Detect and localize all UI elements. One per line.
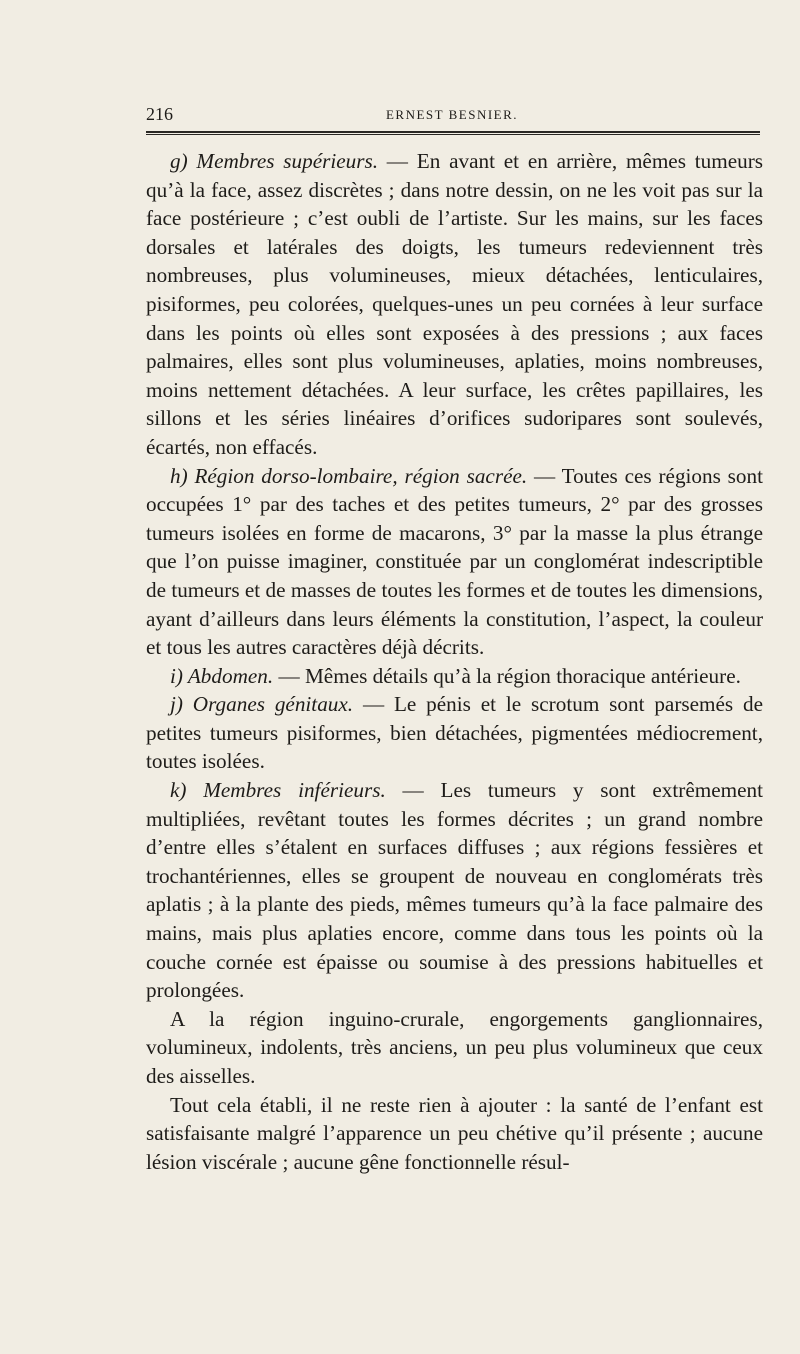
paragraph-text: A la région inguino-crurale, engorgements ganglionnaires, volumineux, indolents, très anciens, un peu plus volumineux que ceux des aisselles.	[146, 1006, 763, 1088]
body-text	[146, 147, 763, 1176]
paragraph-inguino-crurale	[146, 1005, 763, 1091]
section-lead: i) Abdomen.	[170, 663, 274, 688]
paragraph-region-dorso-lombaire	[146, 462, 763, 662]
section-lead: h) Région dorso-lombaire, région sacrée.	[170, 463, 528, 488]
paragraph-text: — Le pénis et le scrotum sont parsemés de petites tumeurs pisiformes, bien détachées, pigmentées médiocrement, toutes isolées.	[146, 692, 763, 774]
paragraph-text: — Toutes ces régions sont occupées 1° par des taches et des petites tumeurs, 2° par des grosses tumeurs isolées en forme de macarons, 3° par la masse la plus étrange que l’on puisse imaginer, constituée par un conglomérat indescriptible de tumeurs et de masses de toutes les formes et de toutes les dimensions, ayant d’ailleurs dans leurs éléments la constitution, l’aspect, la couleur et tous les autres caractères déjà décrits.	[146, 463, 763, 660]
paragraph-text: — En avant et en arrière, mêmes tumeurs qu’à la face, assez discrètes ; dans notre dessin, on ne les voit pas sur la face postérieure ; c’est oubli de l’artiste. Sur les mains, sur les faces dorsales et latérales des doigts, les tumeurs redeviennent très nombreuses, plus volumineuses, mieux détachées, lenticulaires, pisiformes, peu colorées, quelques-unes un peu cornées à leur surface dans les points où elles sont exposées à des pressions ; aux faces palmaires, elles sont plus volumineuses, aplaties, moins nombreuses, moins nettement détachées. A leur surface, les crêtes papillaires, les sillons et les séries linéaires d’orifices sudoripares sont soulevés, écartés, non effacés.	[146, 149, 763, 459]
paragraph-text: — Mêmes détails qu’à la région thoracique antérieure.	[273, 663, 741, 688]
header-rule	[146, 131, 760, 133]
header-rule-thin	[146, 134, 760, 135]
section-lead: j) Organes génitaux.	[170, 692, 354, 717]
section-lead: k) Membres inférieurs.	[170, 778, 386, 803]
paragraph-abdomen	[146, 662, 763, 691]
section-lead: g) Membres supérieurs.	[170, 149, 379, 173]
page-number: 216	[146, 104, 173, 124]
paragraph-text: Tout cela établi, il ne reste rien à ajouter : la santé de l’enfant est satisfaisante malgré l’apparence un peu chétive qu’il présente ; aucune lésion viscérale ; aucune gêne fonctionnelle résul-	[146, 1092, 763, 1174]
paragraph-conclusion	[146, 1091, 763, 1177]
page-header	[146, 104, 758, 128]
paragraph-membres-inferieurs	[146, 776, 763, 1005]
running-head: ERNEST BESNIER.	[385, 107, 519, 122]
paragraph-organes-genitaux	[146, 690, 763, 776]
paragraph-membres-superieurs	[146, 147, 763, 462]
paragraph-text: — Les tumeurs y sont extrêmement multipliées, revêtant toutes les formes décrites ; un grand nombre d’entre elles s’étalent en surfaces diffuses ; aux régions fessières et trochantériennes, elles se groupent de nouveau en conglomérats très aplatis ; à la plante des pieds, mêmes tumeurs qu’à la face palmaire des mains, mais plus aplaties encore, comme dans tous les points où la couche cornée est épaisse ou soumise à des pressions habituelles et prolongées.	[146, 778, 763, 1003]
